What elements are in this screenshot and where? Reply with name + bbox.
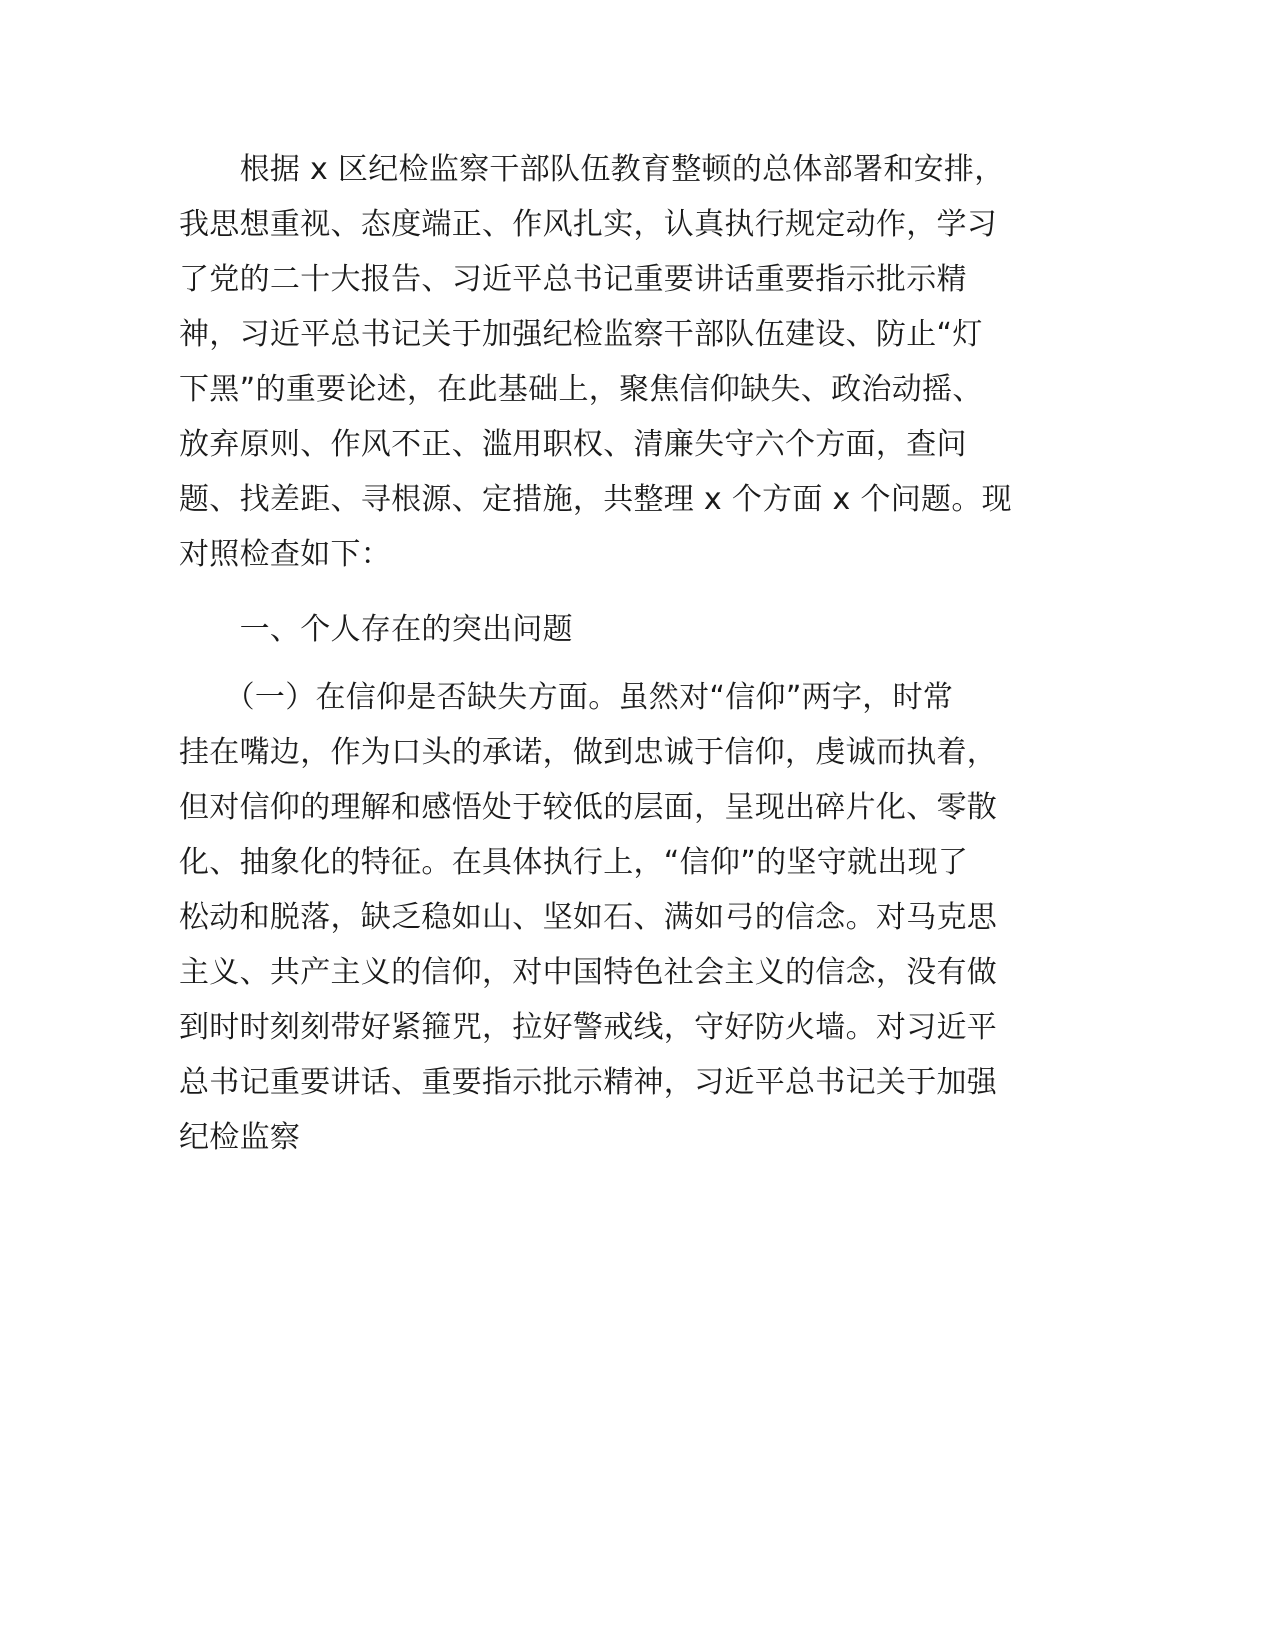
section-paragraph-line-7: 到时时刻刻带好紧箍咒，拉好警戒线，守好防火墙。对习近平 <box>179 1010 998 1045</box>
intro-paragraph-line-6: 放弃原则、作风不正、滥用职权、清廉失守六个方面，查问 <box>179 427 967 462</box>
section-paragraph-line-6: 主义、共产主义的信仰，对中国特色社会主义的信念，没有做 <box>179 955 998 990</box>
section-heading: 一、个人存在的突出问题 <box>179 612 573 647</box>
intro-paragraph-line-1: 根据 x 区纪检监察干部队伍教育整顿的总体部署和安排， <box>179 152 1005 187</box>
intro-paragraph-line-3: 了党的二十大报告、习近平总书记重要讲话重要指示批示精 <box>179 262 967 297</box>
section-paragraph-line-1: （一）在信仰是否缺失方面。虽然对“信仰”两字，时常 <box>179 680 954 715</box>
section-paragraph-line-9: 纪检监察 <box>179 1120 301 1155</box>
section-paragraph-line-8: 总书记重要讲话、重要指示批示精神，习近平总书记关于加强 <box>179 1065 998 1100</box>
intro-paragraph-line-8: 对照检查如下： <box>179 537 392 572</box>
intro-paragraph-line-2: 我思想重视、态度端正、作风扎实，认真执行规定动作，学习 <box>179 207 998 242</box>
section-paragraph-line-3: 但对信仰的理解和感悟处于较低的层面，呈现出碎片化、零散 <box>179 790 998 825</box>
intro-paragraph-line-4: 神，习近平总书记关于加强纪检监察干部队伍建设、防止“灯 <box>179 317 983 352</box>
section-paragraph-line-4: 化、抽象化的特征。在具体执行上，“信仰”的坚守就出现了 <box>179 845 969 880</box>
intro-paragraph-line-7: 题、找差距、寻根源、定措施，共整理 x 个方面 x 个问题。现 <box>179 482 1012 517</box>
intro-paragraph-line-5: 下黑”的重要论述，在此基础上，聚焦信仰缺失、政治动摇、 <box>179 372 983 407</box>
section-paragraph-line-5: 松动和脱落，缺乏稳如山、坚如石、满如弓的信念。对马克思 <box>179 900 998 935</box>
section-paragraph-line-2: 挂在嘴边，作为口头的承诺，做到忠诚于信仰，虔诚而执着， <box>179 735 998 770</box>
